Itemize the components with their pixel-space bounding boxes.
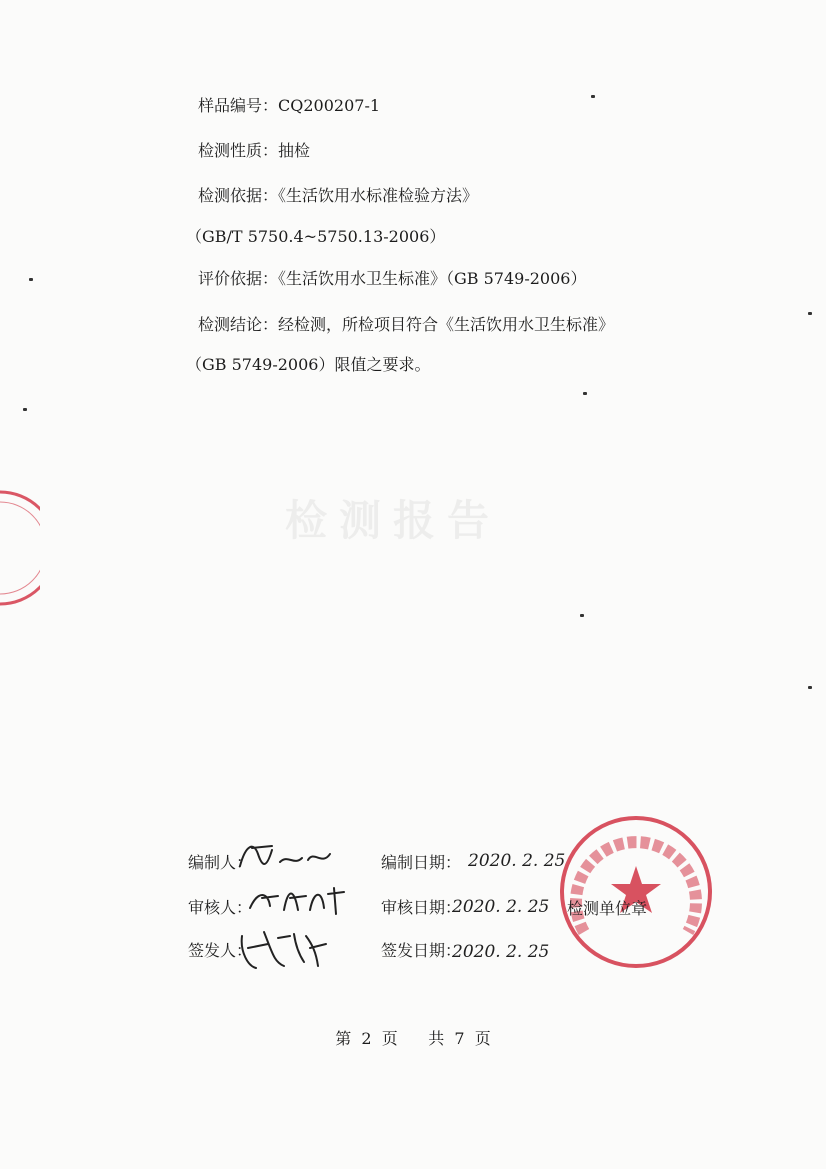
inspection-conclusion: 检测结论：经检测，所检项目符合《生活饮用水卫生标准》 (198, 315, 615, 334)
partial-seal-left (0, 488, 40, 608)
review-date-label: 审核日期： (381, 898, 462, 917)
inspection-conclusion-cont: （GB 5749-2006）限值之要求。 (186, 355, 431, 374)
show-through-title: 检测报告 (285, 496, 502, 545)
page-number: 第 2 页 共 7 页 (335, 1029, 491, 1048)
compile-date-label: 编制日期： (381, 853, 462, 872)
reviewer-label: 审核人： (188, 898, 253, 917)
scan-speck (591, 95, 595, 98)
compiler-signature (232, 836, 342, 876)
inspection-basis-code: （GB/T 5750.4~5750.13-2006） (186, 227, 446, 246)
review-date: 2020. 2. 25 (452, 897, 550, 917)
official-seal (556, 812, 716, 972)
issuer-label: 签发人： (188, 941, 253, 960)
scan-speck (808, 312, 812, 315)
inspection-nature: 检测性质：抽检 (198, 141, 311, 160)
reviewer-signature (244, 880, 354, 920)
sample-number: 样品编号：CQ200207-1 (198, 96, 381, 115)
scan-speck (808, 686, 812, 689)
compile-date: 2020. 2. 25 (468, 851, 566, 871)
evaluation-basis: 评价依据：《生活饮用水卫生标准》（GB 5749-2006） (198, 269, 587, 288)
compiler-label: 编制人： (188, 853, 253, 872)
issuer-signature (234, 922, 334, 974)
scan-speck (580, 614, 584, 617)
inspection-basis: 检测依据：《生活饮用水标准检验方法》 (198, 186, 479, 205)
scan-speck (583, 392, 587, 395)
scan-speck (23, 408, 27, 411)
issue-date-label: 签发日期： (381, 941, 462, 960)
stamp-label: 检测单位章 (567, 899, 648, 918)
issue-date: 2020. 2. 25 (452, 942, 550, 962)
scan-speck (29, 278, 33, 281)
